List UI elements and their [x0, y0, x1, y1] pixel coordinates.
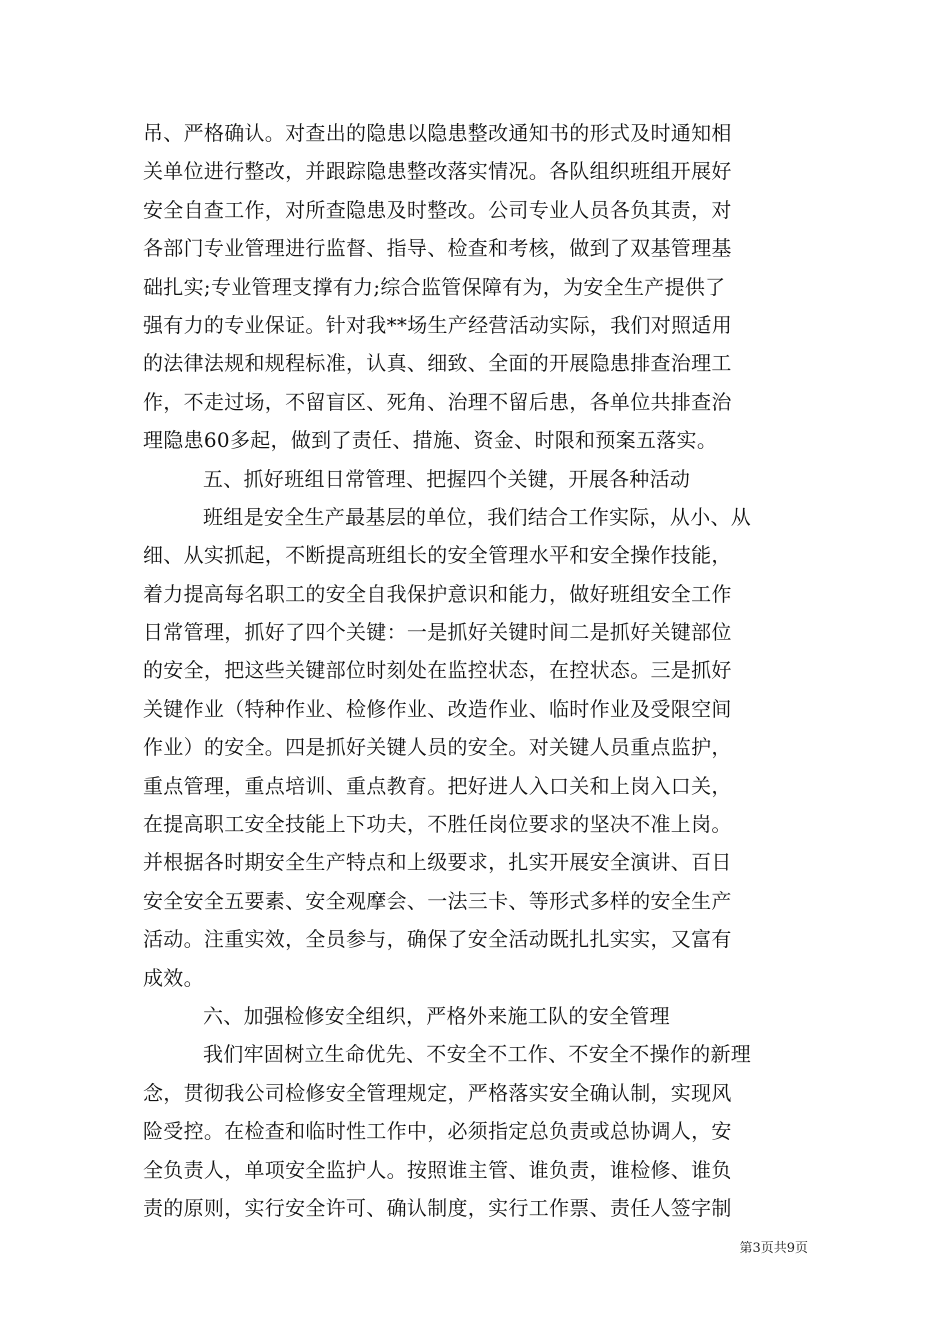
text-line: 重点管理，重点培训、重点教育。把好进人入口关和上岗入口关，	[143, 773, 732, 798]
text-line: 安全安全五要素、安全观摩会、一法三卡、等形式多样的安全生产	[143, 888, 732, 913]
text-line: 的安全，把这些关键部位时刻处在监控状态，在控状态。三是抓好	[143, 658, 732, 683]
text-line: 关键作业（特种作业、检修作业、改造作业、临时作业及受限空间	[143, 696, 732, 721]
text-line: 作业）的安全。四是抓好关键人员的安全。对关键人员重点监护，	[143, 735, 732, 760]
text-line: 活动。注重实效，全员参与，确保了安全活动既扎扎实实，又富有	[143, 927, 732, 952]
text-line: 强有力的专业保证。针对我**场生产经营活动实际，我们对照适用	[143, 312, 732, 337]
text-line: 班组是安全生产最基层的单位，我们结合工作实际，从小、从	[203, 504, 752, 529]
text-line: 并根据各时期安全生产特点和上级要求，扎实开展安全演讲、百日	[143, 850, 732, 875]
text-line: 五、抓好班组日常管理、把握四个关键，开展各种活动	[203, 466, 691, 491]
text-line: 险受控。在检查和临时性工作中，必须指定总负责或总协调人，安	[143, 1119, 732, 1144]
text-line: 关单位进行整改，并跟踪隐患整改落实情况。各队组织班组开展好	[143, 159, 732, 184]
text-line: 念，贯彻我公司检修安全管理规定，严格落实安全确认制，实现风	[143, 1080, 732, 1105]
text-line: 安全自查工作，对所查隐患及时整改。公司专业人员各负其责，对	[143, 197, 732, 222]
page-number: 第3页共9页	[739, 1241, 808, 1256]
text-line: 的法律法规和规程标准，认真、细致、全面的开展隐患排查治理工	[143, 351, 732, 376]
text-line: 六、加强检修安全组织，严格外来施工队的安全管理	[203, 1003, 670, 1028]
text-line: 细、从实抓起，不断提高班组长的安全管理水平和安全操作技能，	[143, 543, 732, 568]
text-line: 在提高职工安全技能上下功夫，不胜任岗位要求的坚决不准上岗。	[143, 812, 732, 837]
text-line: 作，不走过场，不留盲区、死角、治理不留后患，各单位共排查治	[143, 389, 732, 414]
text-line: 责的原则，实行安全许可、确认制度，实行工作票、责任人签字制	[143, 1195, 732, 1220]
text-line: 各部门专业管理进行监督、指导、检查和考核，做到了双基管理基	[143, 236, 732, 261]
body-text	[143, 114, 808, 1227]
text-line: 我们牢固树立生命优先、不安全不工作、不安全不操作的新理	[203, 1042, 752, 1067]
text-line: 全负责人，单项安全监护人。按照谁主管、谁负责，谁检修、谁负	[143, 1157, 732, 1182]
text-line: 理隐患60多起，做到了责任、措施、资金、时限和预案五落实。	[143, 428, 718, 453]
text-line: 础扎实;专业管理支撑有力;综合监管保障有为，为安全生产提供了	[143, 274, 726, 299]
text-line: 成效。	[143, 965, 204, 990]
text-line: 吊、严格确认。对查出的隐患以隐患整改通知书的形式及时通知相	[143, 121, 732, 145]
text-line: 日常管理，抓好了四个关键：一是抓好关键时间二是抓好关键部位	[143, 620, 732, 645]
text-line: 着力提高每名职工的安全自我保护意识和能力，做好班组安全工作	[143, 581, 732, 606]
